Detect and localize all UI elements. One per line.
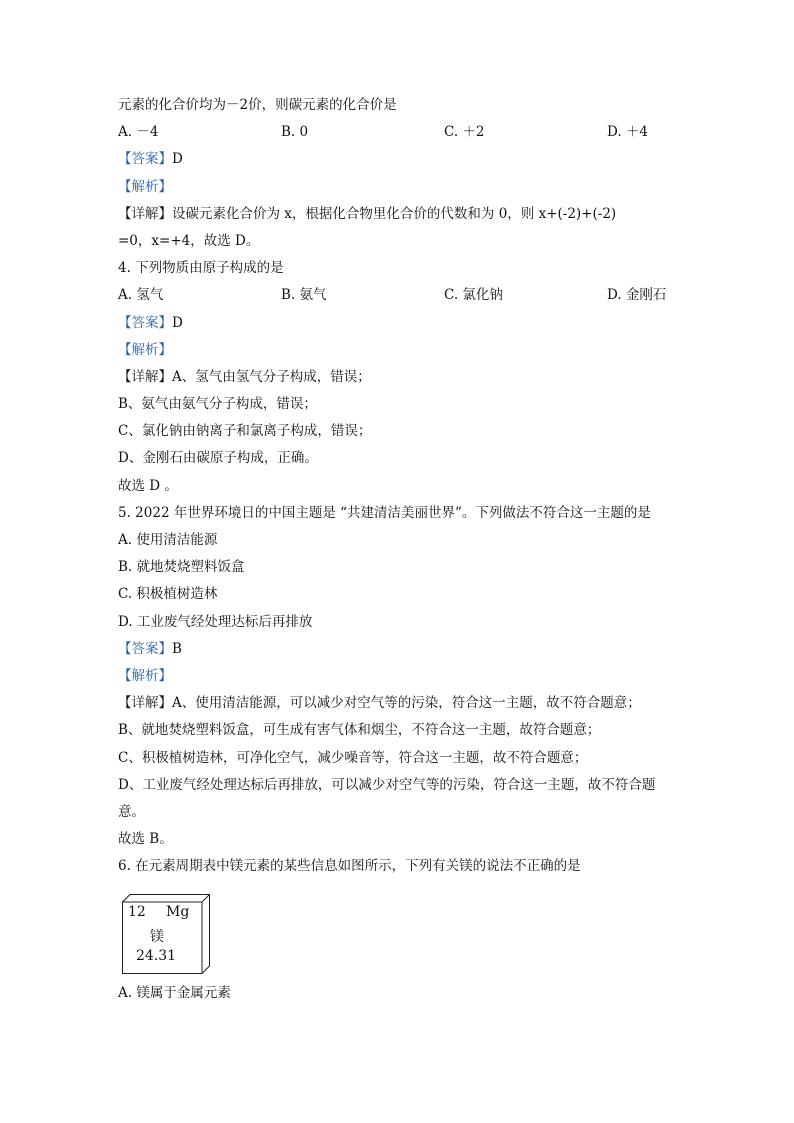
detail-text: A、使用清洁能源，可以减少对空气等的污染，符合这一主题，故不符合题意； <box>172 695 641 712</box>
answer-line <box>118 146 698 173</box>
question-6-stem: 6. 在元素周期表中镁元素的某些信息如图所示，下列有关镁的说法不正确的是 <box>118 858 581 875</box>
option-a: A. 镁属于金属元素 <box>118 985 231 1002</box>
answer-line <box>118 310 698 337</box>
detail-line <box>118 690 698 717</box>
element-figure <box>118 884 698 980</box>
option-d: D. 工业废气经处理达标后再排放 <box>118 613 313 630</box>
detail-line-d: D、工业废气经处理达标后再排放，可以减少对空气等的污染，符合这一主题，故不符合题 <box>118 776 656 793</box>
option-a: A. 使用清洁能源 <box>118 532 218 548</box>
atomic-number: 12 <box>128 904 146 921</box>
option-b: B. 氨气 <box>281 287 327 304</box>
detail-line <box>118 364 698 391</box>
analysis-line <box>118 663 698 690</box>
answer-tag: 【答案】 <box>118 640 172 657</box>
answer-tag: 【答案】 <box>118 314 172 331</box>
detail-line-b: B、就地焚烧塑料饭盒，可生成有害气体和烟尘，不符合这一主题，故符合题意； <box>118 722 601 739</box>
detail-line-continued: =0，x=+4，故选 D。 <box>118 232 260 249</box>
detail-text: A、氢气由氢气分子构成，错误； <box>172 368 371 385</box>
question-3-stem: 元素的化合价均为－2价，则碳元素的化合价是 <box>118 97 397 113</box>
analysis-tag: 【解析】 <box>118 178 172 195</box>
answer-value: B <box>172 640 182 657</box>
document-page <box>118 92 698 1008</box>
answer-value: D <box>172 151 183 168</box>
detail-line <box>118 201 698 228</box>
detail-tag: 【详解】 <box>118 205 172 222</box>
option-c: C. 氯化钠 <box>444 287 503 304</box>
analysis-tag: 【解析】 <box>118 341 172 358</box>
analysis-tag: 【解析】 <box>118 667 172 684</box>
option-c: C. 积极植树造林 <box>118 586 218 603</box>
element-symbol: Mg <box>166 904 190 921</box>
detail-text: 设碳元素化合价为 x，根据化合物里化合价的代数和为 0，则 x+(-2)+(-2) <box>172 205 617 222</box>
option-a: A. 氢气 <box>118 287 164 304</box>
periodic-table-cell <box>122 894 210 974</box>
question-4-stem: 4. 下列物质由原子构成的是 <box>118 260 284 277</box>
element-name: 镁 <box>150 929 164 946</box>
detail-line-c: C、积极植树造林，可净化空气，减少噪音等，符合这一主题，故不符合题意； <box>118 749 588 766</box>
atomic-mass: 24.31 <box>136 948 177 965</box>
question-4-options <box>118 282 698 309</box>
answer-line <box>118 636 698 663</box>
question-3-options <box>118 119 698 146</box>
option-c: C. ＋2 <box>444 124 485 141</box>
option-d: D. ＋4 <box>607 124 649 141</box>
analysis-line <box>118 174 698 201</box>
option-a: A. －4 <box>118 124 159 141</box>
option-b: B. 就地焚烧塑料饭盒 <box>118 559 245 576</box>
answer-value: D <box>172 314 183 331</box>
answer-tag: 【答案】 <box>118 151 172 168</box>
conclusion-line: 故选 D 。 <box>118 477 178 494</box>
conclusion-line: 故选 B。 <box>118 831 173 848</box>
analysis-line <box>118 337 698 364</box>
detail-line-d: D、金刚石由碳原子构成，正确。 <box>118 450 318 467</box>
detail-tag: 【详解】 <box>118 695 172 712</box>
detail-line-d-continued: 意。 <box>118 803 145 820</box>
option-b: B. 0 <box>281 124 309 141</box>
option-d: D. 金刚石 <box>607 287 667 304</box>
detail-line-c: C、氯化钠由钠离子和氯离子构成，错误； <box>118 423 372 440</box>
detail-line-b: B、氨气由氨气分子构成，错误； <box>118 396 317 413</box>
question-5-stem: 5. 2022 年世界环境日的中国主题是 “共建清洁美丽世界”。下列做法不符合这一主题的是 <box>118 504 651 521</box>
detail-tag: 【详解】 <box>118 368 172 385</box>
